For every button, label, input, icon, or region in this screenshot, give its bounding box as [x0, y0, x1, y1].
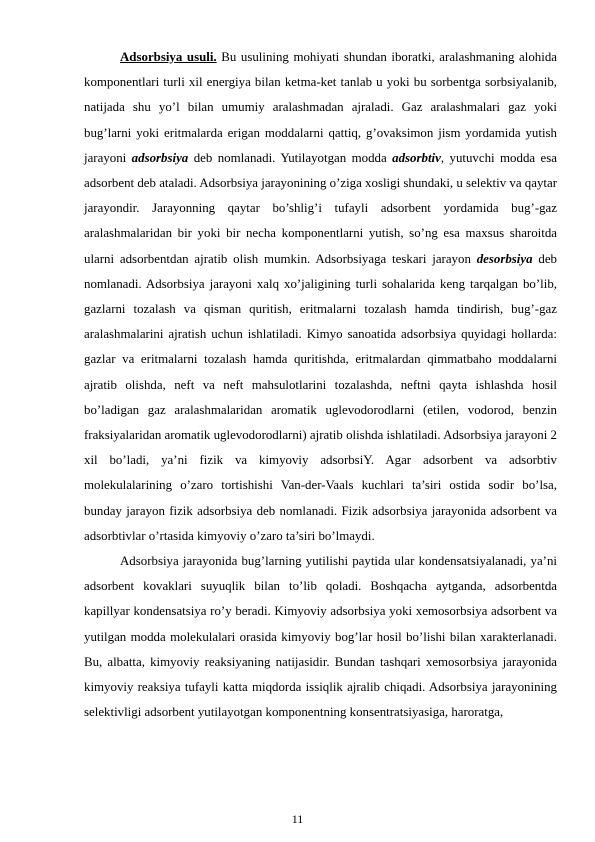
term-desorbsiya: desorbsiya: [476, 251, 533, 266]
paragraph-1-text-4: deb nomlanadi. Adsorbsiya jarayoni xalq xo’jaligining turli sohalarida keng tarqalgan bo’lib, gazlarni tozalash va qisman quritish, eritmalarni tozalash hamda tindirish, bug’-gaz aralashmalarini ajratish uchun ishlatiladi. Kimyo sanoatida adsorbsiya quyidagi hollarda: gazlar va eritmalarni tozalash hamda quritishda, eritmalardan qimmatbaho moddalarni ajratib olishda, neft va neft mahsulotlarini tozalashda, neftni qayta ishlashda hosil bo’ladigan gaz aralashmalaridan aromatik uglevodorodlarni (etilen, vodorod, benzin fraksiyalaridan aromatik uglevodorodlarni) ajratib olishda ishlatiladi. Adsorbsiya jarayoni 2 xil bo’ladi, ya’ni fizik va kimyoviy adsorbsiY. Agar adsorbent va adsorbtiv molekulalarining o’zaro tortishishi Van-der-Vaals kuchlari ta’siri ostida sodir bo’lsa, bunday jarayon fizik adsorbsiya deb nomlanadi. Fizik adsorbsiya jarayonida adsorbent va adsorbtivlar o’rtasida kimyoviy o’zaro ta’siri bo’lmaydi.: [84, 251, 557, 543]
paragraph-1-text-3: , yutuvchi modda esa adsorbent deb ataladi. Adsorbsiya jarayonining o’ziga xosligi shundaki, u selektiv va qaytar jarayondir. Jarayonning qaytar bo’shlig’i tufayli adsorbent yordamida bug’-gaz aralashmalaridan bir yoki bir necha komponentlarni yutish, so’ng esa maxsus sharoitda ularni adsorbentdan ajratib olish mumkin. Adsorbsiyaga teskari jarayon: [84, 150, 558, 266]
body-text: [84, 45, 557, 725]
paragraph-2: Adsorbsiya jarayonida bug’larning yutilishi paytida ular kondensatsiyalanadi, ya’ni adsorbent kovaklari suyuqlik bilan to’lib qoladi. Boshqacha aytganda, adsorbentda kapillyar kondensatsiya ro’y beradi. Kimyoviy adsorbsiya yoki xemosorbsiya adsorbent va yutilgan modda molekulalari orasida kimyoviy bog’lar hosil bo’lishi bilan xarakterlanadi. Bu, albatta, kimyoviy reaksiyaning natijasidir. Bundan tashqari xemosorbsiya jarayonida kimyoviy reaksiya tufayli katta miqdorda issiqlik ajralib chiqadi. Adsorbsiya jarayonining selektivligi adsorbent yutilayotgan komponentning konsentratsiyasiga, haroratga,: [84, 554, 557, 720]
paragraph-1-text-1: Bu usulining mohiyati shundan iboratki, aralashmaning alohida komponentlari turli xil energiya bilan ketma-ket tanlab u yoki bu sorbentga sorbsiyalanib, natijada shu yo’l bilan umumiy aralashmadan ajraladi. Gaz aralashmalari gaz yoki bug’larni yoki eritmalarda erigan moddalarni qattiq, g’ovaksimon jism yordamida yutish jarayoni: [84, 50, 557, 165]
paragraph-1: [84, 45, 557, 549]
page-number: 11: [291, 812, 304, 826]
section-term: Adsorbsiya usuli.: [120, 50, 217, 64]
paragraph-1-text-2: deb nomlanadi. Yutilayotgan modda: [188, 150, 393, 165]
term-adsorbsiya: adsorbsiya: [131, 150, 189, 165]
term-adsorbtiv: adsorbtiv: [392, 150, 441, 165]
